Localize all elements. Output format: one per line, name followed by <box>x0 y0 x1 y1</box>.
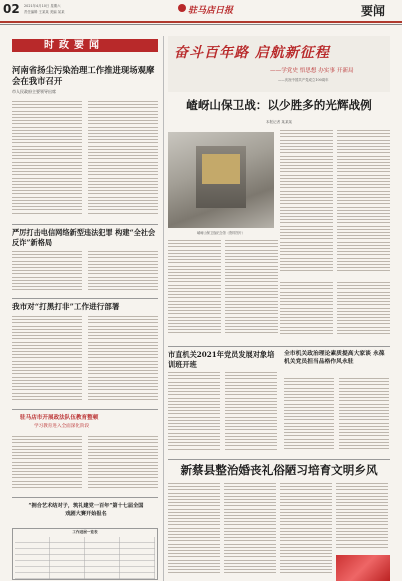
article-6 <box>284 350 390 456</box>
article-7-body <box>168 483 220 579</box>
article-7-body-col3 <box>280 483 332 579</box>
article-1-body-col2 <box>88 101 158 219</box>
feature-body-col5 <box>280 282 333 340</box>
article-3-body <box>12 316 82 404</box>
article-7 <box>168 463 390 581</box>
feature-photo <box>168 132 274 228</box>
feature-caption: 嵖岈山保卫战纪念馆（资料图片） <box>197 231 245 235</box>
article-7-body-col4 <box>336 483 388 553</box>
banner-subtitle: ——庆祝中国共产党成立100周年 <box>278 78 329 82</box>
article-6-body <box>284 378 334 456</box>
article-1-title: 河南省扬尘污染治理工作推进现场观摩会在我市召开 <box>12 65 155 86</box>
page-number: 02 <box>3 2 20 16</box>
notice-box <box>12 503 158 525</box>
party-emblem-icon <box>178 4 186 12</box>
article-4 <box>12 414 158 494</box>
article-2 <box>12 228 158 294</box>
article-5 <box>168 350 278 456</box>
feature-body-col1 <box>280 130 333 278</box>
article-2-body-col2 <box>88 251 158 293</box>
column-banner <box>12 39 158 52</box>
feature-banner <box>168 36 390 92</box>
article-5-title: 市直机关2021年党员发展对象培训班开班 <box>168 350 275 369</box>
advertisement-image <box>336 555 390 581</box>
masthead-logo: 驻马店日报 <box>188 6 234 16</box>
section-title: 要闻 <box>361 4 386 18</box>
feature-body-col2 <box>337 130 390 278</box>
monument-plaque <box>202 154 240 184</box>
article-2-title: 严厉打击电信网络新型违法犯罪 构建“全社会反诈”新格局 <box>12 228 156 247</box>
notice-title: “拥合艺术结对子，筑礼建党一百年”第十七届全国戏剧大赛开始报名 <box>28 503 144 517</box>
divider <box>12 497 158 498</box>
progress-table <box>12 528 158 580</box>
divider <box>12 409 158 410</box>
feature-body-col3 <box>168 240 221 340</box>
article-6-body-col2 <box>339 378 389 456</box>
article-7-title: 新蔡县整治婚丧礼俗陋习培育文明乡风 <box>180 463 378 477</box>
page-header <box>0 0 402 22</box>
article-4-title: 驻马店市开展政法队伍教育整顿 <box>20 415 99 421</box>
divider <box>168 346 390 347</box>
editor-line: 责任编辑 王某某 美编 某某 <box>24 10 65 14</box>
article-4-subtitle: 学习教育进入全面深化阶段 <box>34 424 90 429</box>
feature-byline: 本报记者 某某某 <box>265 120 293 124</box>
feature-body-col4 <box>225 240 278 340</box>
article-2-body <box>12 251 82 293</box>
slogan-big: 奋斗百年路 启航新征程 <box>174 45 330 61</box>
article-6-title: 全市机关政治理论素质提高大家谈 永葆机关党员担当品格作风永驻 <box>284 351 385 365</box>
slogan-small: ——学党史 悟思想 办实事 开新局 <box>270 68 354 74</box>
column-banner-label: 时政要闻 <box>44 40 104 51</box>
article-5-body <box>168 372 220 456</box>
article-7-body-col2 <box>224 483 276 579</box>
column-divider <box>163 36 164 581</box>
table-title: 工作进展一览表 <box>72 530 98 534</box>
article-3-title: 我市对“打黑打非”工作进行部署 <box>12 302 120 311</box>
article-1 <box>12 65 158 221</box>
divider <box>12 224 158 225</box>
feature-title: 嵖岈山保卫战：以少胜多的光辉战例 <box>186 98 372 112</box>
article-3-body-col2 <box>88 316 158 404</box>
article-5-body-col2 <box>225 372 277 456</box>
article-1-subtitle: 市人民政府主要领导出席 <box>12 89 56 94</box>
article-1-body <box>12 101 82 219</box>
feature-body-col6 <box>337 282 390 340</box>
article-4-body <box>12 436 82 492</box>
divider <box>12 298 158 299</box>
header-rule <box>0 21 402 23</box>
header-rule-thin <box>0 24 402 25</box>
table-grid <box>15 537 155 579</box>
date-line: 2021年4月10日 星期六 <box>24 4 61 8</box>
divider <box>168 459 390 460</box>
article-3 <box>12 302 158 406</box>
article-4-body-col2 <box>88 436 158 492</box>
